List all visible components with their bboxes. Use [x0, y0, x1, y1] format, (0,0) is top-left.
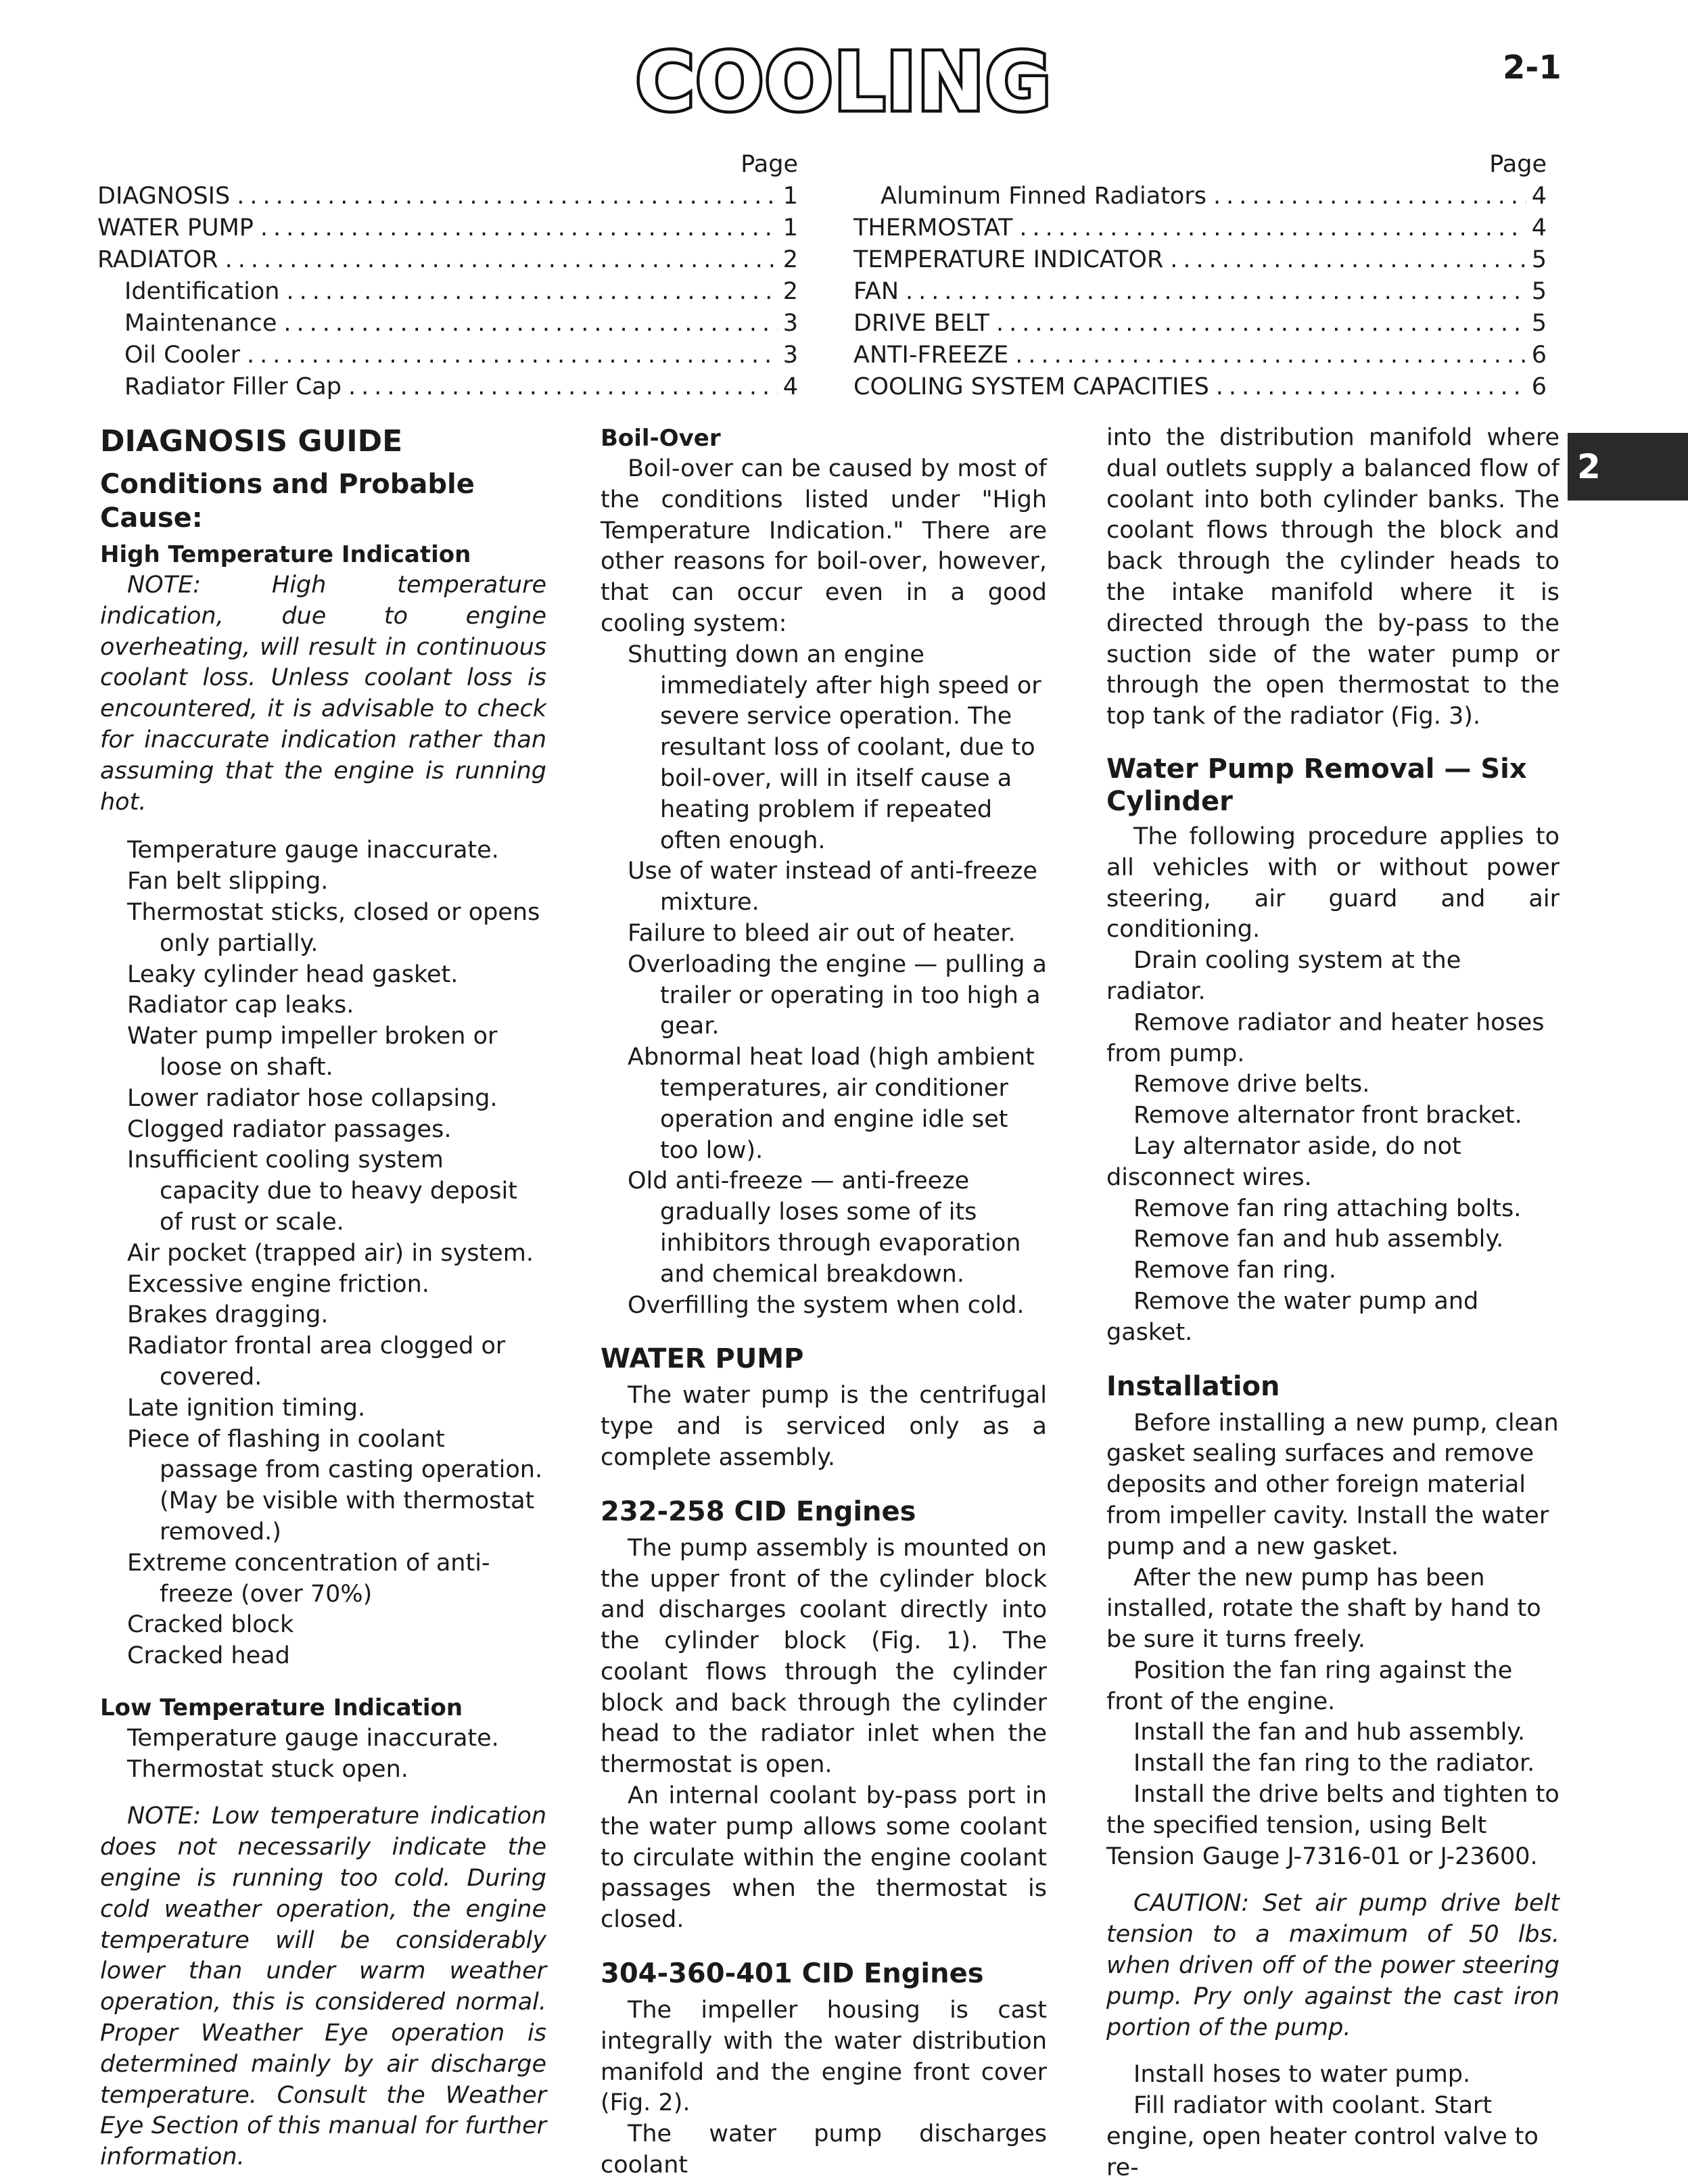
toc-entry: [853, 244, 1547, 276]
list-item: Excessive engine friction.: [127, 1270, 429, 1298]
page-title: COOLING: [636, 35, 1052, 129]
toc-entry-label: THERMOSTAT: [853, 214, 1013, 241]
column-boil-over: [601, 423, 1047, 2181]
toc-page-label: Page: [741, 151, 798, 178]
list-item: Brakes dragging.: [127, 1301, 329, 1329]
step-item: Drain cooling system at the radiator.: [1106, 947, 1461, 1005]
list-item: Air pocket (trapped air) in system.: [127, 1239, 534, 1267]
engine-232-text-2: An internal coolant by-pass port in the water pump allows some coolant to circulate within the engine coolant passages when the thermostat is closed.: [601, 1782, 1047, 1934]
toc-entry: [853, 276, 1547, 308]
toc-entry-label: Aluminum Finned Radiators: [881, 183, 1206, 210]
step-item: Lay alternator aside, do not disconnect wires.: [1106, 1132, 1461, 1191]
step-item: Install hoses to water pump.: [1133, 2061, 1471, 2089]
toc-entry-page: 4: [1531, 183, 1547, 210]
high-temp-note: NOTE: High temperature indication, due to engine overheating, will result in continuous coolant loss. Unless coolant loss is encountered, it is advisable to check for inaccurate indication rather than assuming that the engine is running hot.: [100, 572, 546, 816]
list-item: Cracked block: [127, 1611, 294, 1639]
low-temp-list: [100, 1723, 546, 1786]
list-item: Old anti-freeze — anti-freeze gradually loses some of its inhibitors through evaporation and chemical breakdown.: [628, 1167, 1021, 1288]
toc-entry: [853, 308, 1547, 340]
toc-entry: [97, 212, 798, 244]
step-item: Install the fan and hub assembly.: [1133, 1719, 1526, 1746]
toc-left: [97, 149, 798, 403]
toc-entry-page: 2: [782, 278, 798, 305]
step-item: Remove radiator and heater hoses from pump.: [1106, 1008, 1545, 1067]
column-diagnosis: [100, 423, 546, 2173]
removal-steps: [1106, 946, 1560, 1348]
water-pump-heading: WATER PUMP: [601, 1343, 804, 1375]
toc-entry: [97, 340, 798, 371]
toc-entry-label: Maintenance: [124, 310, 277, 337]
step-item: Remove fan ring attaching bolts.: [1133, 1194, 1522, 1222]
list-item: Temperature gauge inaccurate.: [127, 1724, 499, 1752]
step-item: Remove alternator front bracket.: [1133, 1102, 1522, 1130]
list-item: Abnormal heat load (high ambient temperatures, air conditioner operation and engine idle set too low).: [628, 1044, 1035, 1164]
toc-leader: [1170, 244, 1526, 276]
toc-leader: [996, 308, 1526, 340]
toc-entry: [853, 340, 1547, 371]
list-item: Thermostat stuck open.: [127, 1755, 408, 1783]
list-item: Cracked head: [127, 1642, 290, 1670]
toc-entry: [97, 308, 798, 340]
removal-heading: Water Pump Removal — Six Cylinder: [1106, 753, 1527, 817]
toc-entry-page: 5: [1531, 310, 1547, 337]
boil-over-heading: Boil-Over: [601, 425, 721, 452]
list-item: Piece of flashing in coolant passage from casting operation. (May be visible with thermostat removed.): [127, 1425, 543, 1546]
step-item: Install the drive belts and tighten to the specified tension, using Belt Tension Gauge J-7316-01 or J-23600.: [1106, 1781, 1560, 1870]
low-temp-heading: Low Temperature Indication: [100, 1694, 463, 1721]
toc-leader: [286, 276, 777, 308]
engine-304-text-1: The impeller housing is cast integrally with the water distribution manifold and the engine front cover (Fig. 2).: [601, 1997, 1047, 2117]
distribution-text: into the distribution manifold where dual outlets supply a balanced flow of coolant into both cylinder banks. The coolant flows through the block and back through the cylinder heads to the intake manifold where it is directed through the by-pass to the suction side of the water pump or through the open thermostat to the top tank of the radiator (Fig. 3).: [1106, 424, 1560, 730]
caution-note: CAUTION: Set air pump drive belt tension to a maximum of 50 lbs. when driven off of the power steering pump. Pry only against the cast iron portion of the pump.: [1106, 1890, 1560, 2041]
toc-entry-label: Oil Cooler: [124, 342, 241, 369]
engine-304-text-2: The water pump discharges coolant: [601, 2120, 1047, 2179]
toc-entry-label: DRIVE BELT: [853, 310, 989, 337]
high-temp-list: [100, 835, 546, 1672]
list-item: Lower radiator hose collapsing.: [127, 1084, 498, 1112]
low-temp-note: NOTE: Low temperature indication does not necessarily indicate the engine is running too cold. During cold weather operation, the engine temperature will be considerably lower than under warm weather operation, this is considered normal. Proper Weather Eye operation is determined mainly by air discharge temperature. Consult the Weather Eye Section of this manual for further information.: [100, 1803, 546, 2171]
list-item: Radiator frontal area clogged or covered.: [127, 1332, 506, 1391]
toc-entry: [853, 212, 1547, 244]
list-item: Failure to bleed air out of heater.: [628, 919, 1016, 947]
list-item: Leaky cylinder head gasket.: [127, 960, 459, 988]
toc-entry-page: 5: [1531, 246, 1547, 273]
toc-leader: [1019, 212, 1526, 244]
toc-entry-label: FAN: [853, 278, 899, 305]
toc-entry-label: ANTI-FREEZE: [853, 342, 1009, 369]
toc-leader: [1213, 181, 1526, 212]
toc-entry-page: 3: [782, 342, 798, 369]
step-item: Fill radiator with coolant. Start engine, open heater control valve to re-: [1106, 2092, 1539, 2181]
list-item: Water pump impeller broken or loose on shaft.: [127, 1023, 498, 1081]
section-tab: 2: [1568, 433, 1688, 501]
toc-entry-page: 5: [1531, 278, 1547, 305]
conditions-heading: Conditions and Probable Cause:: [100, 469, 475, 534]
list-item: Fan belt slipping.: [127, 868, 329, 896]
column-water-pump: [1106, 423, 1560, 2184]
toc-entry-label: Identification: [124, 278, 280, 305]
step-item: After the new pump has been installed, rotate the shaft by hand to be sure it turns freely.: [1106, 1564, 1541, 1654]
boil-over-text: Boil-over can be caused by most of the conditions listed under "High Temperature Indication." There are other reasons for boil-over, however, that can occur even in a good cooling system:: [601, 455, 1047, 637]
toc-entry-page: 4: [1531, 214, 1547, 241]
toc-right: [853, 149, 1547, 403]
engine-304-heading: 304-360-401 CID Engines: [601, 1958, 984, 1990]
toc-entry: [97, 244, 798, 276]
toc-entry-label: RADIATOR: [97, 246, 218, 273]
engine-232-text-1: The pump assembly is mounted on the upper front of the cylinder block and discharges coolant directly into the cylinder block (Fig. 1). The coolant flows through the cylinder block and back through the cylinder head to the radiator inlet when the thermostat is open.: [601, 1534, 1047, 1779]
list-item: Thermostat sticks, closed or opens only partially.: [127, 898, 540, 957]
toc-leader: [237, 181, 778, 212]
toc-leader: [1216, 371, 1526, 403]
engine-232-heading: 232-258 CID Engines: [601, 1495, 916, 1527]
toc-entry-label: Radiator Filler Cap: [124, 373, 342, 400]
toc-leader: [906, 276, 1526, 308]
toc-entry-page: 6: [1531, 373, 1547, 400]
toc-entry: [97, 276, 798, 308]
list-item: Temperature gauge inaccurate.: [127, 837, 499, 864]
list-item: Radiator cap leaks.: [127, 992, 354, 1019]
toc-leader: [247, 340, 778, 371]
toc-entry-page: 3: [782, 310, 798, 337]
toc-entry: [97, 181, 798, 212]
toc-leader: [225, 244, 778, 276]
toc-entry-page: 2: [782, 246, 798, 273]
boil-over-list: [601, 640, 1047, 1322]
step-item: Remove fan and hub assembly.: [1133, 1226, 1504, 1253]
list-item: Late ignition timing.: [127, 1394, 366, 1422]
list-item: Insufficient cooling system capacity due to heavy deposit of rust or scale.: [127, 1146, 517, 1236]
toc-entry-page: 4: [782, 373, 798, 400]
toc-entry-page: 1: [782, 214, 798, 241]
step-item: Install the fan ring to the radiator.: [1133, 1750, 1535, 1778]
diagnosis-guide-heading: DIAGNOSIS GUIDE: [100, 424, 403, 459]
step-item: Remove fan ring.: [1133, 1257, 1336, 1284]
page-number: 2-1: [1503, 49, 1562, 87]
list-item: Extreme concentration of anti-freeze (over 70%): [127, 1549, 490, 1608]
toc-page-label: Page: [1489, 151, 1547, 178]
list-item: Clogged radiator passages.: [127, 1115, 452, 1143]
toc-entry-page: 6: [1531, 342, 1547, 369]
list-item: Shutting down an engine immediately after high speed or severe service operation. The resultant loss of coolant, due to boil-over, will in itself cause a heating problem if repeated often enough.: [628, 641, 1041, 854]
installation-steps: [1106, 1408, 1560, 1873]
list-item: Overfilling the system when cold.: [628, 1291, 1025, 1319]
toc-entry: [853, 371, 1547, 403]
list-item: Use of water instead of anti-freeze mixture.: [628, 858, 1037, 916]
removal-intro: The following procedure applies to all vehicles with or without power steering, air guard and air conditioning.: [1106, 822, 1560, 944]
toc-entry-label: TEMPERATURE INDICATOR: [853, 246, 1164, 273]
step-item: Remove the water pump and gasket.: [1106, 1287, 1479, 1346]
toc-entry: [97, 371, 798, 403]
toc-entry-label: DIAGNOSIS: [97, 183, 231, 210]
toc-entry-label: COOLING SYSTEM CAPACITIES: [853, 373, 1209, 400]
high-temp-heading: High Temperature Indication: [100, 541, 471, 568]
step-item: Position the fan ring against the front of the engine.: [1106, 1656, 1513, 1715]
installation-heading: Installation: [1106, 1370, 1280, 1402]
toc-entry-page: 1: [782, 183, 798, 210]
step-item: Before installing a new pump, clean gasket sealing surfaces and remove deposits and other foreign material from impeller cavity. Install the water pump and a new gasket.: [1106, 1409, 1559, 1560]
toc-leader: [283, 308, 777, 340]
final-steps: [1106, 2060, 1560, 2183]
step-item: Remove drive belts.: [1133, 1071, 1370, 1098]
water-pump-text: The water pump is the centrifugal type and is serviced only as a complete assembly.: [601, 1382, 1047, 1471]
toc-leader: [1015, 340, 1526, 371]
list-item: Overloading the engine — pulling a trailer or operating in too high a gear.: [628, 950, 1047, 1040]
toc-leader: [260, 212, 778, 244]
toc-leader: [348, 371, 778, 403]
toc-entry: [853, 181, 1547, 212]
toc-entry-label: WATER PUMP: [97, 214, 254, 241]
